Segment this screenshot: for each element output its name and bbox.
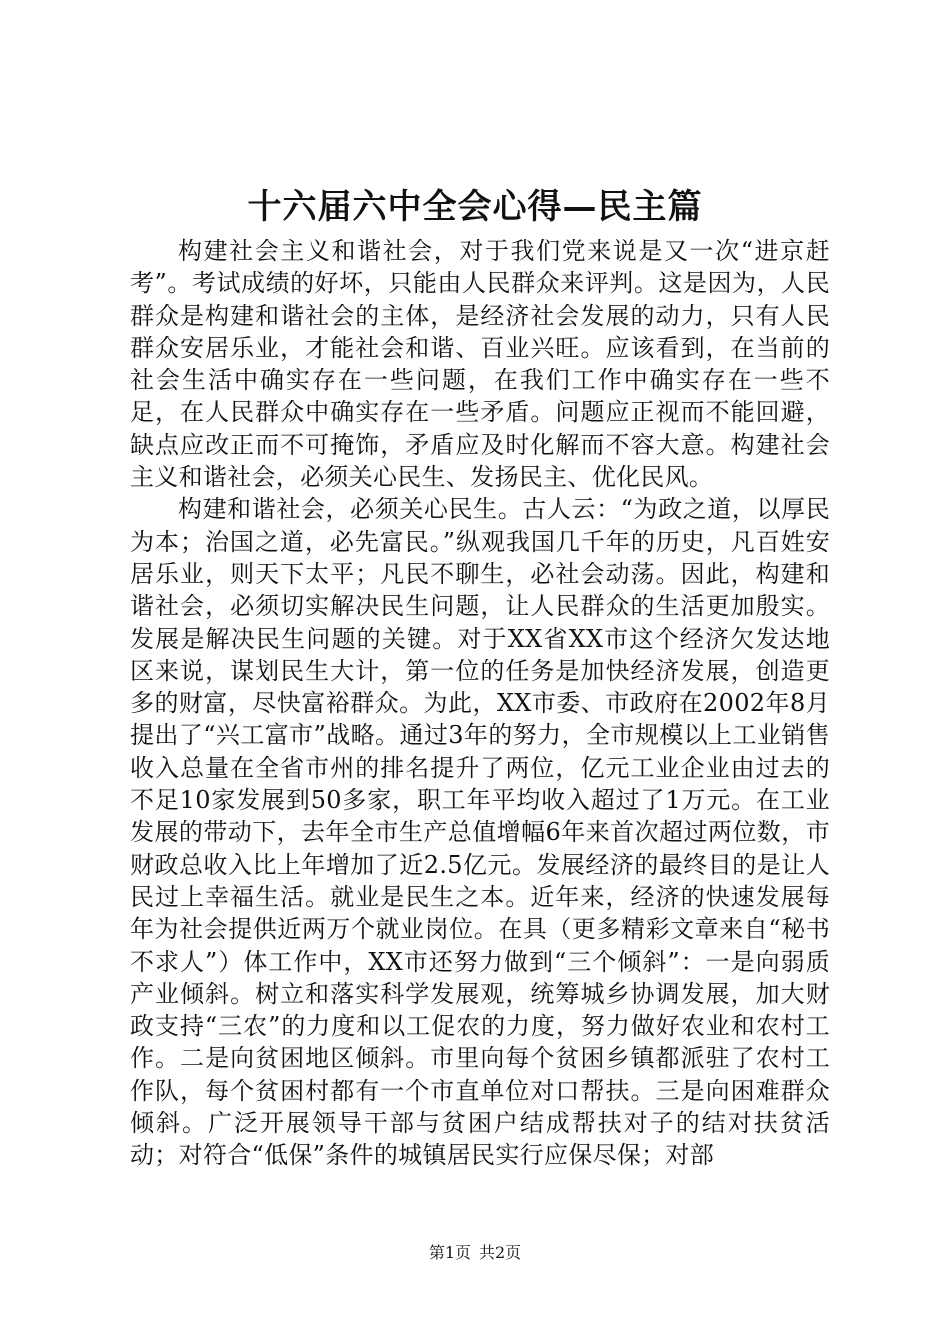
document-title: 十六届六中全会心得—民主篇: [247, 187, 703, 227]
paragraph-2: 构建和谐社会，必须关心民生。古人云：“为政之道，以厚民为本；治国之道，必先富民。”纵观我国几千年的历史，凡百姓安居乐业，则天下太平；凡民不聊生，必社会动荡。因此，构建和谐社会，必须切实解决民生问题，让人民群众的生活更加殷实。发展是解决民生问题的关键。对于XX省XX市这个经济欠发达地区来说，谋划民生大计，第一位的任务是加快经济发展，创造更多的财富，尽快富裕群众。为此，XX市委、市政府在2002年8月提出了“兴工富市”战略。通过3年的努力，全市规模以上工业销售收入总量在全省市州的排名提升了两位，亿元工业企业由过去的不足10家发展到50多家，职工年平均收入超过了1万元。在工业发展的带动下，去年全市生产总值增幅6年来首次超过两位数，市财政总收入比上年增加了近2.5亿元。发展经济的最终目的是让人民过上幸福生活。就业是民生之本。近年来，经济的快速发展每年为社会提供近两万个就业岗位。在具（更多精彩文章来自“秘书不求人”）体工作中，XX市还努力做到“三个倾斜”：一是向弱质产业倾斜。树立和落实科学发展观，统筹城乡协调发展，加大财政支持“三农”的力度和以工促农的力度，努力做好农业和农村工作。二是向贫困地区倾斜。市里向每个贫困乡镇都派驻了农村工作队，每个贫困村都有一个市直单位对口帮扶。三是向困难群众倾斜。广泛开展领导干部与贫困户结成帮扶对子的结对扶贫活动；对符合“低保”条件的城镇居民实行应保尽保；对部: [130, 495, 830, 1170]
document-body: [130, 235, 830, 1172]
page-number-total: 共2页: [479, 1243, 522, 1262]
page-footer: [0, 1241, 950, 1265]
paragraph-1: 构建社会主义和谐社会，对于我们党来说是又一次“进京赶考”。考试成绩的好坏，只能由人民群众来评判。这是因为，人民群众是构建和谐社会的主体，是经济社会发展的动力，只有人民群众安居乐业，才能社会和谐、百业兴旺。应该看到，在当前的社会生活中确实存在一些问题，在我们工作中确实存在一些不足，在人民群众中确实存在一些矛盾。问题应正视而不能回避，缺点应改正而不可掩饰，矛盾应及时化解而不容大意。构建社会主义和谐社会，必须关心民生、发扬民主、优化民风。: [130, 237, 830, 492]
page-number-current: 第1页: [428, 1243, 471, 1262]
